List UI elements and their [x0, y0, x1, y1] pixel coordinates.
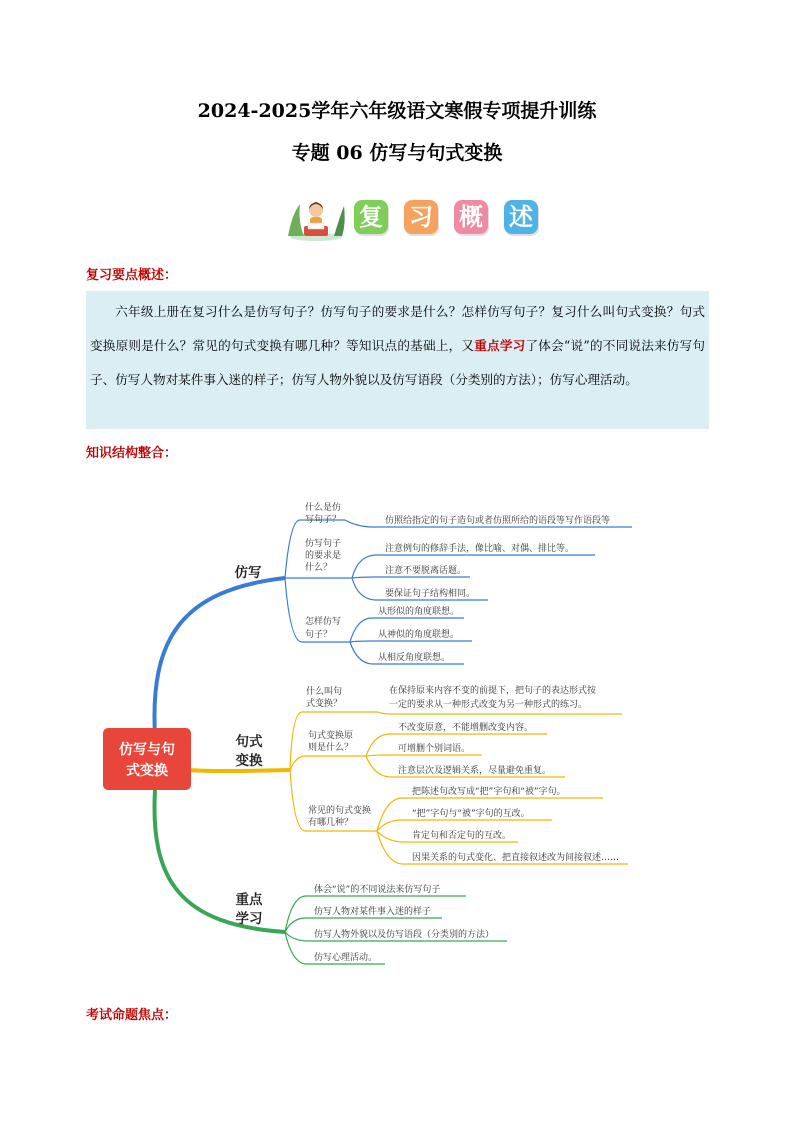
b2-a2-3: 注意层次及逻辑关系，尽量避免重复。 [398, 766, 552, 776]
review-overview-banner [284, 196, 544, 242]
structure-heading: 知识结构整合： [86, 446, 178, 461]
branch-label-jushi-2: 变换 [235, 753, 263, 769]
root-node [103, 728, 191, 790]
b1-q3-line1: 怎样仿写 [305, 617, 342, 627]
branch-label-fangxie: 仿写 [234, 565, 262, 581]
b1-q2-line2: 的要求是 [305, 551, 342, 561]
summary-text-1: 六年级上册在复习什么是仿写句子？仿写句子的要求是什么？怎样仿写句子？复习什么叫句式变换？句式变换原则是什么？常见的句式变换有哪几种？等知识点的基础上，又 [90, 304, 705, 354]
b2-q1-line2: 式变换？ [306, 699, 343, 709]
summary-text-2: 了体会“说”的不同说法来仿写句子、仿写人物对某件事入迷的样子；仿写人物外貌以及仿写语段（分类别的方法）；仿写心理活动。 [90, 338, 706, 388]
b3-item-3: 仿写人物外貌以及仿写语段（分类别的方法） [314, 930, 495, 940]
doc-title-line2: 专题 06 仿写与句式变换 [291, 142, 503, 164]
b1-a2-2: 注意不要脱离话题。 [385, 566, 467, 576]
b2-a1-line2: 一定的要求从一种形式改变为另一种形式的练习。 [389, 700, 588, 710]
b2-a2-1: 不改变原意，不能增删改变内容。 [398, 723, 534, 733]
b2-q2-line2: 则是什么？ [308, 743, 354, 753]
b2-q3-line2: 有哪几种？ [308, 818, 354, 828]
b1-a3-2: 从神似的角度联想。 [378, 630, 460, 640]
banner-char-4: 述 [504, 200, 538, 234]
b1-q2-line3: 什么？ [305, 563, 333, 573]
b3-item-1: 体会“说”的不同说法来仿写句子 [314, 885, 441, 895]
b3-item-4: 仿写心理活动。 [314, 953, 378, 963]
b3-item-2: 仿写人物对某件事入迷的样子 [314, 907, 432, 917]
root-label-2: 式变换 [126, 763, 168, 779]
banner-char-2: 习 [404, 200, 438, 234]
b2-a2-2: 可增删个别词语。 [398, 744, 471, 754]
banner-char-1: 复 [354, 200, 388, 234]
b2-q2-line1: 句式变换原 [308, 731, 354, 741]
branch-label-jushi-1: 句式 [235, 734, 263, 750]
knowledge-mindmap [100, 490, 660, 970]
branch-label-zhongdian-1: 重点 [235, 892, 263, 908]
exam-focus-heading: 考试命题焦点： [86, 1008, 178, 1023]
summary-box [86, 291, 709, 429]
b1-q1-line2: 写句子？ [305, 515, 342, 525]
doc-title-line1: 2024-2025学年六年级语文寒假专项提升训练 [197, 100, 597, 122]
banner-char-3: 概 [454, 200, 488, 234]
b1-a3-1: 从形似的角度联想。 [378, 607, 460, 617]
b1-q1-line1: 什么是仿 [305, 503, 342, 513]
b2-q3-line1: 常见的句式变换 [308, 806, 372, 816]
b2-q1-line1: 什么叫句 [306, 687, 343, 697]
summary-highlight: 重点学习 [474, 338, 526, 354]
b2-a1-line1: 在保持原来内容不变的前提下，把句子的表达形式按 [389, 686, 597, 696]
b2-a3-3: 肯定句和否定句的互改。 [412, 831, 512, 841]
b1-q3-line2: 句子？ [305, 630, 333, 640]
b1-q2-line1: 仿写句子 [305, 539, 342, 549]
b1-a2-3: 要保证句子结构相同。 [385, 589, 476, 599]
branch-label-zhongdian-2: 学习 [235, 911, 263, 927]
b2-a3-2: “把”字句与“被”字句的互改。 [412, 809, 530, 819]
b2-a3-4: 因果关系的句式变化、把直接叙述改为间接叙述…… [412, 853, 620, 863]
overview-heading: 复习要点概述： [86, 268, 178, 283]
b1-a3-3: 从相反角度联想。 [378, 653, 451, 663]
b1-a1: 仿照给指定的句子造句或者仿照所给的语段等写作语段等 [385, 516, 611, 526]
b2-a3-1: 把陈述句改写成“把”字句和“被”字句。 [412, 787, 566, 797]
b1-a2-1: 注意例句的修辞手法，像比喻、对偶、排比等。 [385, 544, 575, 554]
root-label-1: 仿写与句 [119, 742, 175, 758]
girl-reading-illustration [284, 196, 348, 242]
